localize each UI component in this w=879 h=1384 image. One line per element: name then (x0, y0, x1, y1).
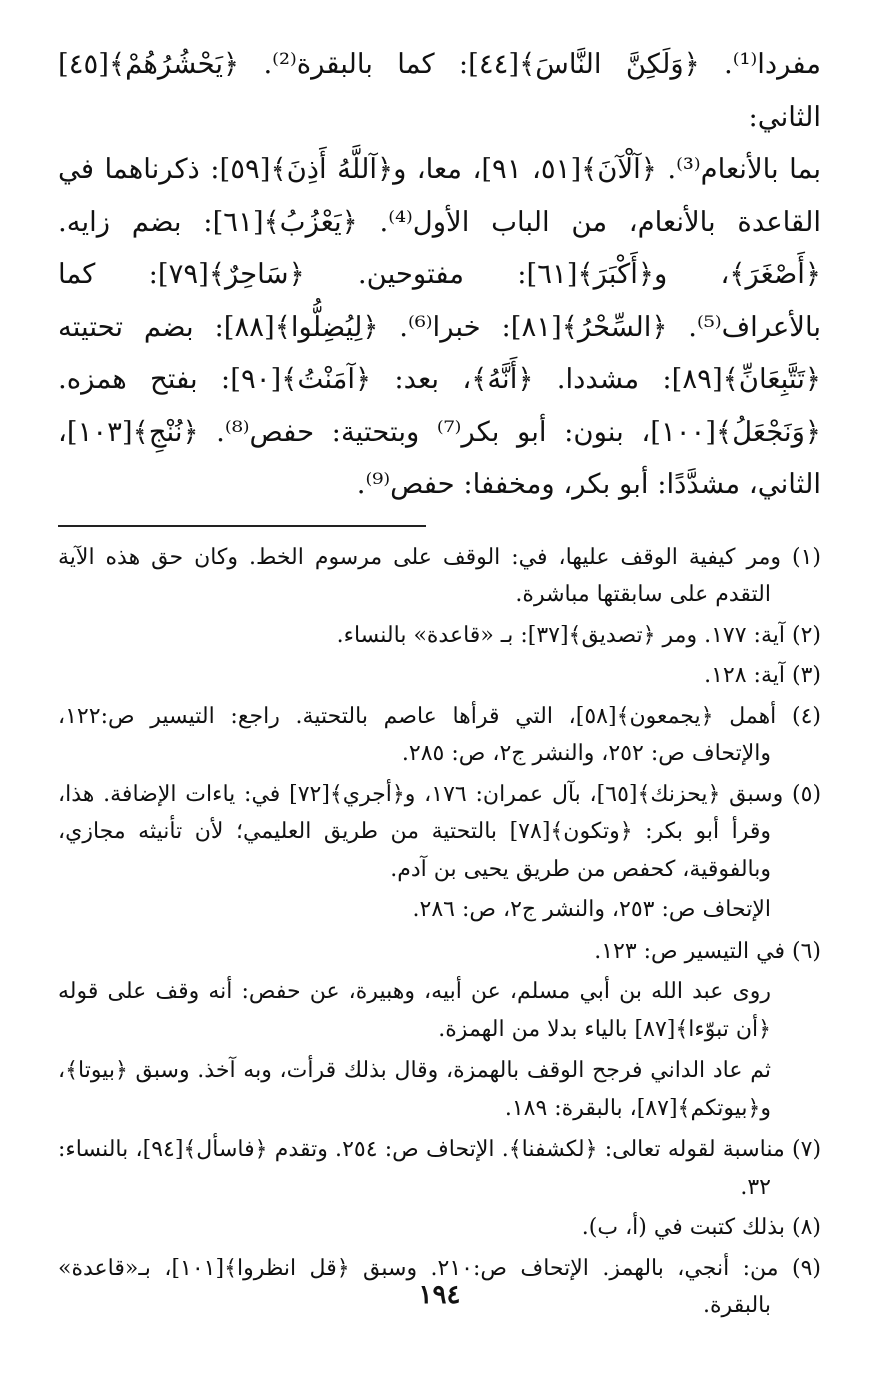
footnote-number: (٤) (791, 703, 821, 729)
footnote-text: وسبق ﴿يحزنك﴾[٦٥]، بآل عمران: ١٧٦، و﴿أجري﴾[٧٢] في: ياءات الإضافة. هذا، وقرأ أبو بكر: ﴿وتكون﴾[٧٨] بالتحتية من طريق العليمي؛ لأن تأنيثه مجازي، وبالفوقية، كحفص من طريق يحيى بن آدم. (58, 781, 784, 882)
footnote (58, 617, 821, 655)
footnote (58, 776, 821, 889)
footnote-text: من: أنجي، بالهمز. الإتحاف ص:٢١٠. وسبق ﴿قل انظروا﴾[١٠١]، بـ«قاعدة» بالبقرة. (58, 1255, 779, 1318)
footnote-number: (٥) (792, 781, 822, 807)
footnote (58, 698, 821, 773)
footnote-text: في التيسير ص: ١٢٣. (594, 938, 785, 964)
footnote-continuation: روى عبد الله بن أبي مسلم، عن أبيه، وهبيرة، عن حفص: أنه وقف على قوله ﴿أن تبوّءا﴾[٨٧] بالياء بدلا من الهمزة. (58, 979, 771, 1042)
footnote-separator (58, 525, 426, 527)
footnote (58, 933, 821, 971)
footnote-number: (٢) (791, 622, 821, 648)
footnote-text: أهمل ﴿يجمعون﴾[٥٨]، التي قرأها عاصم بالتحتية. راجع: التيسير ص:١٢٢، والإتحاف ص: ٢٥٢، والنشر ج٢، ص: ٢٨٥. (58, 703, 777, 766)
main-line: ﴿تَتَّبِعَانِّ﴾[٨٩]: مشددا. ﴿أَنَّهُ﴾، بعد: ﴿آمَنْتُ﴾[٩٠]: بفتح همزه. (58, 363, 821, 395)
footnote-number: (٩) (792, 1255, 822, 1281)
page-body (58, 38, 821, 1328)
footnote-continuation: ثم عاد الداني فرجح الوقف بالهمزة، وقال بذلك قرأت، وبه آخذ. وسبق ﴿بيوتا﴾، و﴿بيوتكم﴾[٨٧]، بالبقرة: ١٨٩. (58, 1058, 771, 1121)
footnote-text: آية: ١٢٨. (704, 663, 785, 688)
footnotes (58, 539, 821, 1325)
footnote-text: آية: ١٧٧. ومر ﴿تصديق﴾[٣٧]: بـ «قاعدة» بالنساء. (336, 622, 785, 648)
footnote-number: (٧) (792, 1137, 822, 1162)
footnote-number: (٣) (791, 663, 821, 688)
page-number: ١٩٤ (418, 1280, 461, 1310)
footnote (58, 657, 821, 695)
footnote-continuation: الإتحاف ص: ٢٥٣، والنشر ج٢، ص: ٢٨٦. (412, 897, 771, 922)
footnote (58, 1131, 821, 1206)
main-line: مفردا⁽¹⁾. ﴿وَلَكِنَّ النَّاسَ﴾[٤٤]: كما بالبقرة⁽²⁾. ﴿يَحْشُرُهُمْ﴾[٤٥] الثاني: (58, 48, 821, 133)
footnote (58, 1209, 821, 1247)
footnote-text: ومر كيفية الوقف عليها، في: الوقف على مرسوم الخط. وكان حق هذه الآية التقدم على سابقتها مباشرة. (58, 544, 782, 607)
main-line: الثاني، مشدَّدًا: أبو بكر، ومخففا: حفص⁽⁹⁾. (356, 468, 821, 500)
footnote-number: (١) (792, 544, 822, 570)
main-text (58, 38, 821, 511)
main-line: بما بالأنعام⁽³⁾. ﴿آلْآنَ﴾[٥١، ٩١]، معا، و﴿آللَّهُ أَذِنَ﴾[٥٩]: ذكرناهما في (58, 153, 821, 185)
footnote-number: (٨) (791, 1215, 821, 1240)
main-line: القاعدة بالأنعام، من الباب الأول⁽⁴⁾. ﴿يَعْزُبُ﴾[٦١]: بضم زايه. (58, 205, 821, 238)
main-line: بالأعراف⁽⁵⁾. ﴿السِّحْرُ﴾[٨١]: خبرا⁽⁶⁾. ﴿لِيُضِلُّوا﴾[٨٨]: بضم تحتيته (58, 310, 822, 343)
footnote-text: مناسبة لقوله تعالى: ﴿لكشفنا﴾. الإتحاف ص: ٢٥٤. وتقدم ﴿فاسأل﴾[٩٤]، بالنساء: ٣٢. (58, 1137, 785, 1200)
footnote-text: بذلك كتبت في (أ، ب). (581, 1215, 785, 1240)
footnote (58, 539, 821, 614)
footnote-number: (٦) (791, 938, 821, 964)
main-line: ﴿أَصْغَرَ﴾، و﴿أَكْبَرَ﴾[٦١]: مفتوحين. ﴿سَاحِرٌ﴾[٧٩]: كما (58, 258, 821, 290)
main-line: ﴿وَنَجْعَلُ﴾[١٠٠]، بنون: أبو بكر⁽⁷⁾ وبتحتية: حفص⁽⁸⁾. ﴿نُنْجِ﴾[١٠٣]، (58, 415, 821, 448)
